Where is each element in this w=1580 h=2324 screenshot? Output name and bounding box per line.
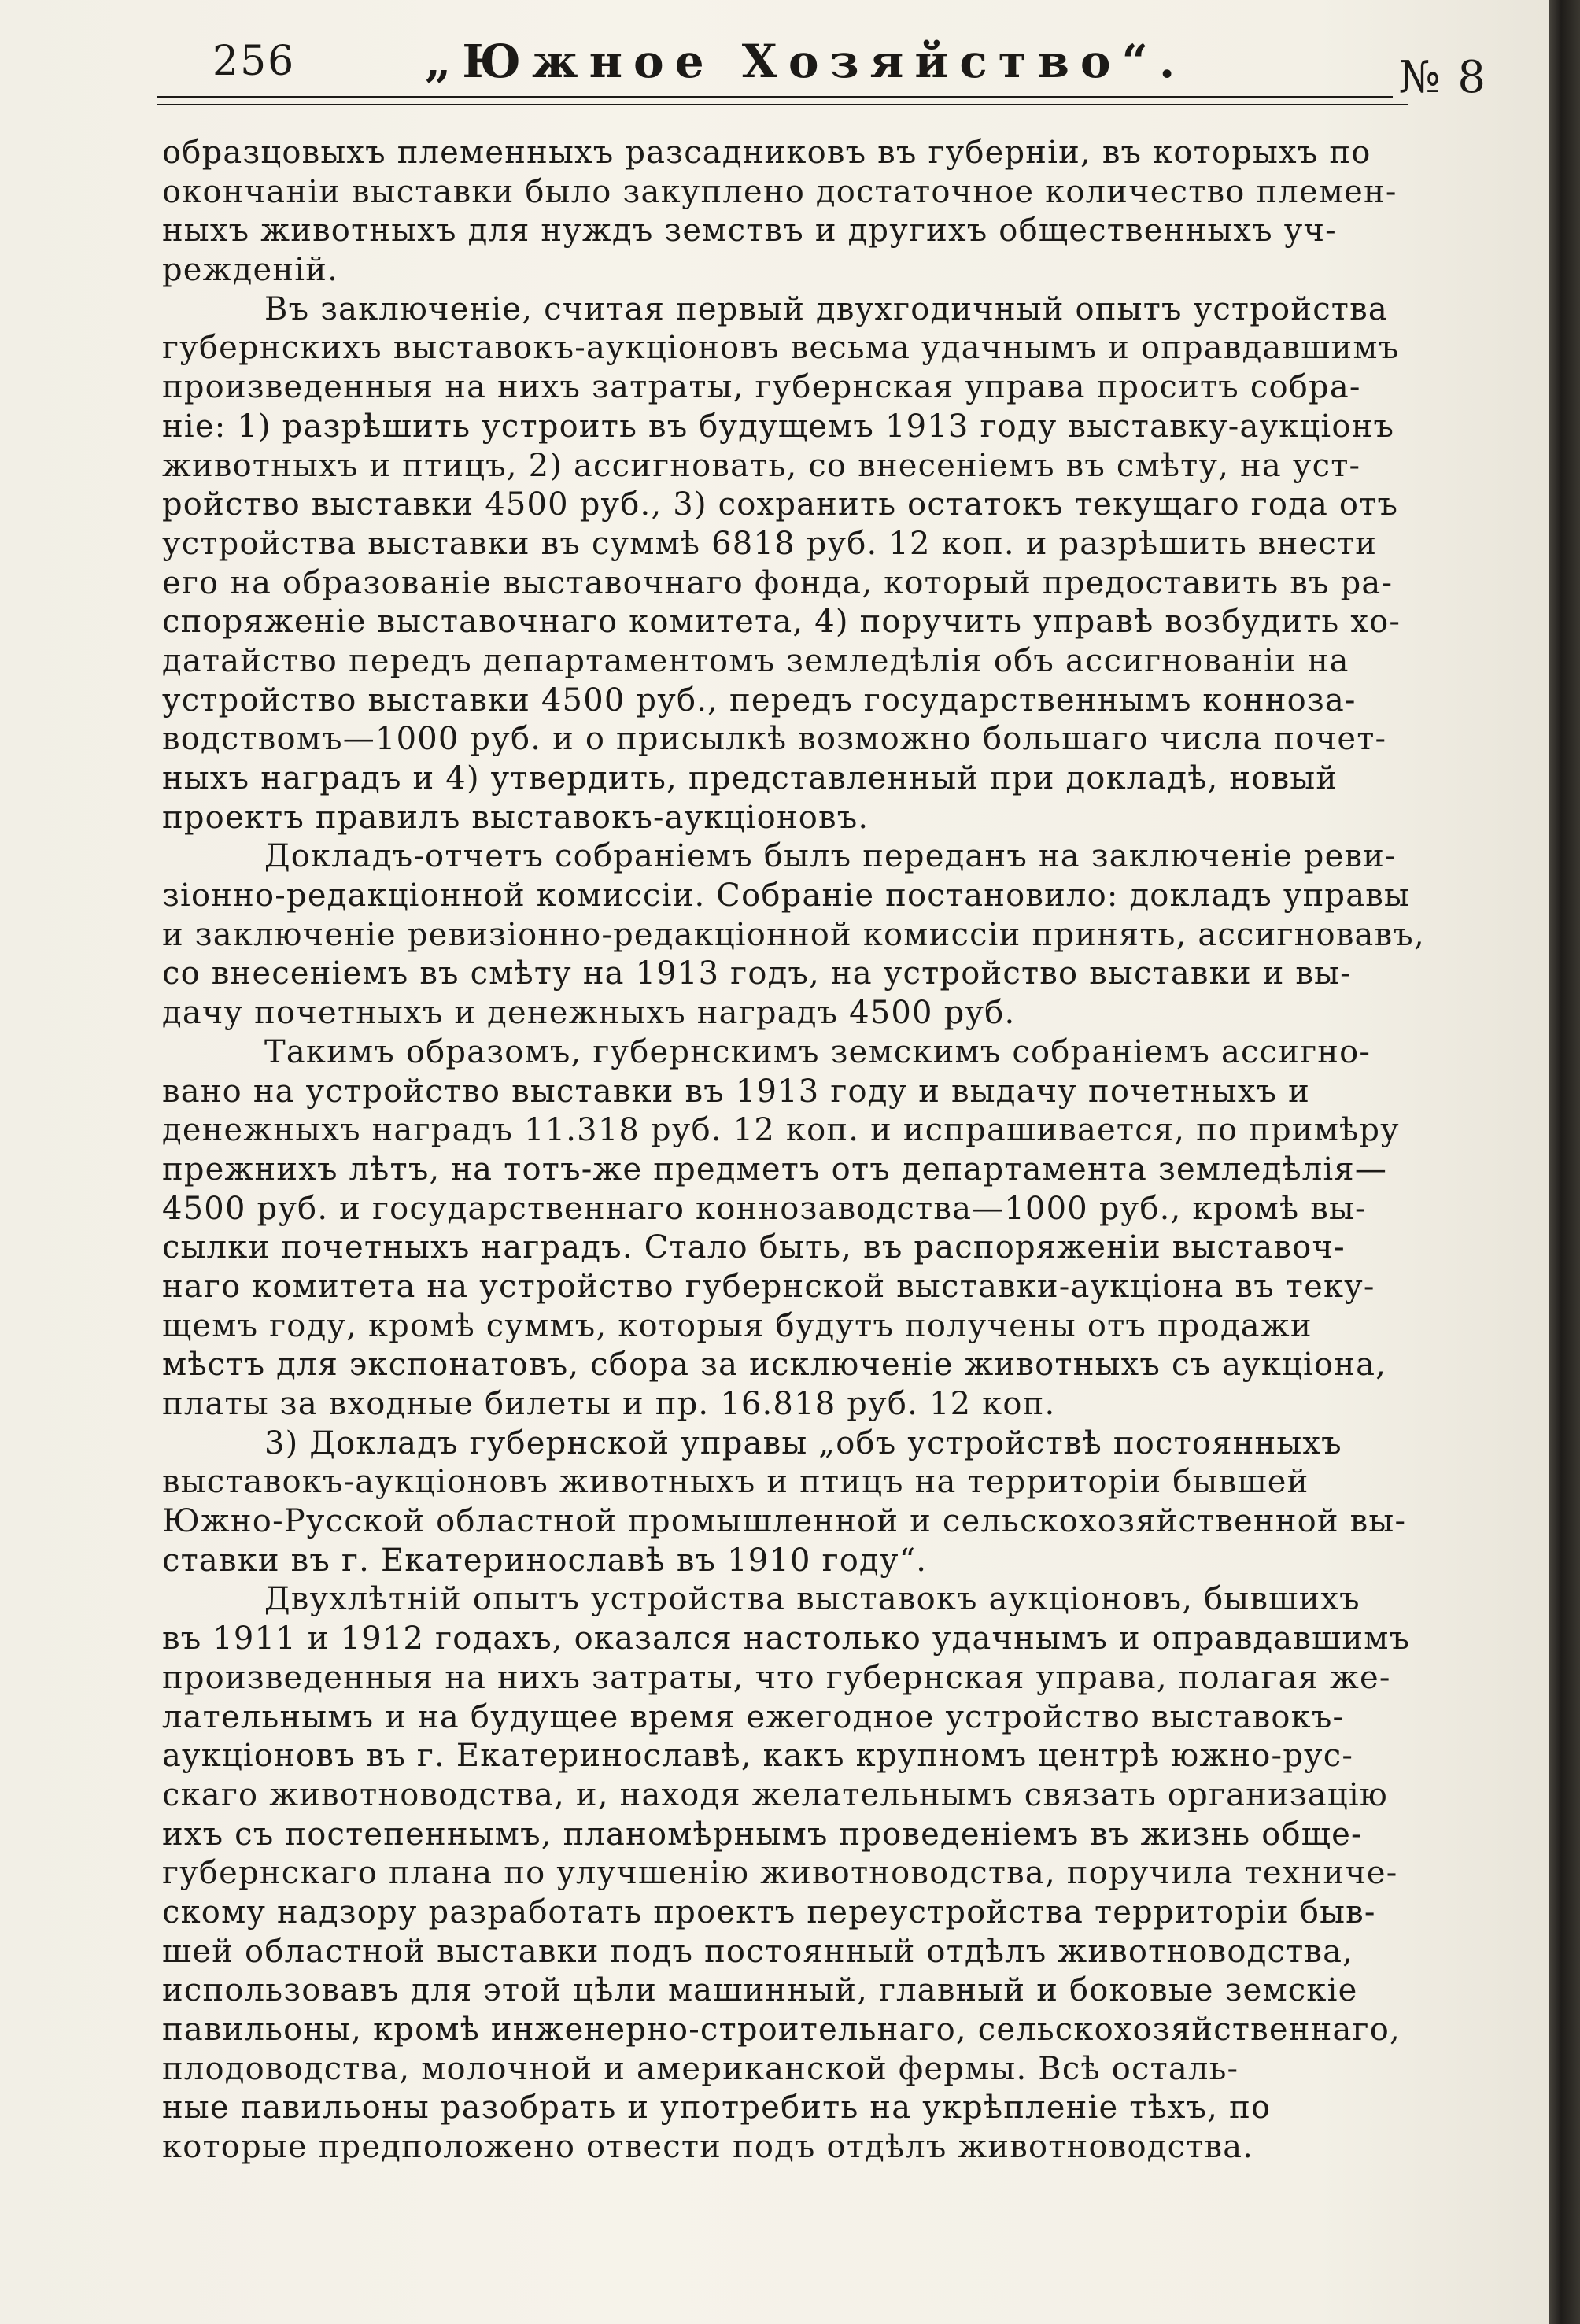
text-line: его на образованіе выставочнаго фонда, который предоставить въ ра- bbox=[162, 564, 1394, 601]
text-line: водствомъ—1000 руб. и о присылкѣ возможно большаго числа почет- bbox=[162, 721, 1387, 758]
text-line: прежнихъ лѣтъ, на тотъ-же предметъ отъ департамента земледѣлія— bbox=[162, 1151, 1388, 1188]
text-line: мѣстъ для экспонатовъ, сбора за исключеніе животныхъ съ аукціона, bbox=[162, 1347, 1387, 1384]
text-line: Докладъ-отчетъ собраніемъ былъ переданъ на заключеніе реви- bbox=[264, 838, 1397, 875]
header-rule-bottom bbox=[157, 104, 1408, 105]
text-line: платы за входные билеты и пр. 16.818 руб. 12 коп. bbox=[162, 1386, 1056, 1422]
book-spine-shadow bbox=[1549, 0, 1580, 2324]
text-line: животныхъ и птицъ, 2) ассигновать, со внесеніемъ въ смѣту, на уст- bbox=[162, 447, 1361, 484]
text-line: сылки почетныхъ наградъ. Стало быть, въ распоряженіи выставоч- bbox=[162, 1229, 1346, 1266]
text-line: 4500 руб. и государственнаго коннозаводства—1000 руб., кромѣ вы- bbox=[162, 1190, 1367, 1227]
text-line: скому надзору разработать проектъ переустройства территоріи быв- bbox=[162, 1894, 1376, 1931]
text-line: Такимъ образомъ, губернскимъ земскимъ собраніемъ ассигно- bbox=[264, 1033, 1371, 1070]
text-line: аукціоновъ въ г. Екатеринославѣ, какъ крупномъ центрѣ южно-рус- bbox=[162, 1738, 1354, 1775]
text-line: плодоводства, молочной и американской фермы. Всѣ осталь- bbox=[162, 2050, 1239, 2087]
text-line: ніе: 1) разрѣшить устроить въ будущемъ 1913 году выставку-аукціонъ bbox=[162, 408, 1395, 445]
text-line: произведенныя на нихъ затраты, что губернская управа, полагая же- bbox=[162, 1659, 1391, 1696]
text-line: шей областной выставки подъ постоянный отдѣлъ животноводства, bbox=[162, 1933, 1354, 1970]
text-line: скаго животноводства, и, находя желательнымъ связать организацію bbox=[162, 1776, 1388, 1813]
text-line: наго комитета на устройство губернской выставки-аукціона въ теку- bbox=[162, 1268, 1375, 1305]
text-line: образцовыхъ племенныхъ разсадниковъ въ губерніи, въ которыхъ по bbox=[162, 135, 1371, 171]
text-line: и заключеніе ревизіонно-редакціонной комиссіи принять, ассигновавъ, bbox=[162, 916, 1425, 953]
text-line: споряженіе выставочнаго комитета, 4) поручить управѣ возбудить хо- bbox=[162, 604, 1401, 641]
text-line: зіонно-редакціонной комиссіи. Собраніе постановило: докладъ управы bbox=[162, 878, 1411, 914]
text-line: лательнымъ и на будущее время ежегодное устройство выставокъ- bbox=[162, 1698, 1345, 1735]
text-line: окончаніи выставки было закуплено достаточное количество племен- bbox=[162, 173, 1397, 210]
running-header bbox=[157, 31, 1495, 102]
text-line: проектъ правилъ выставокъ-аукціоновъ. bbox=[162, 799, 869, 836]
text-line: ныхъ животныхъ для нуждъ земствъ и другихъ общественныхъ уч- bbox=[162, 212, 1337, 249]
text-line: въ 1911 и 1912 годахъ, оказался настолько удачнымъ и оправдавшимъ bbox=[162, 1620, 1411, 1657]
text-line: денежныхъ наградъ 11.318 руб. 12 коп. и испрашивается, по примѣру bbox=[162, 1112, 1400, 1149]
text-line: губернскаго плана по улучшенію животноводства, поручила техниче- bbox=[162, 1855, 1398, 1892]
text-line: датайство передъ департаментомъ земледѣлія объ ассигнованіи на bbox=[162, 642, 1349, 679]
text-line: вано на устройство выставки въ 1913 году и выдачу почетныхъ и bbox=[162, 1073, 1311, 1110]
text-line: Въ заключеніе, считая первый двухгодичный опытъ устройства bbox=[264, 290, 1388, 327]
text-line: режденій. bbox=[162, 252, 339, 289]
text-line: павильоны, кромѣ инженерно-строительнаго, сельскохозяйственнаго, bbox=[162, 2012, 1401, 2048]
text-line: Двухлѣтній опытъ устройства выставокъ аукціоновъ, бывшихъ bbox=[264, 1581, 1360, 1618]
page-number: 256 bbox=[212, 38, 296, 85]
text-line: использовавъ для этой цѣли машинный, главный и боковые земскіе bbox=[162, 1972, 1358, 2009]
text-line: ставки въ г. Екатеринославѣ въ 1910 году“. bbox=[162, 1542, 928, 1579]
text-line: устройство выставки 4500 руб., передъ государственнымъ конноза- bbox=[162, 682, 1357, 719]
journal-title: „Южное Хозяйство“. bbox=[425, 35, 1187, 88]
text-line: произведенныя на нихъ затраты, губернская управа проситъ собра- bbox=[162, 369, 1361, 406]
text-line: выставокъ-аукціоновъ животныхъ и птицъ на территоріи бывшей bbox=[162, 1464, 1309, 1501]
text-line: которые предположено отвести подъ отдѣлъ животноводства. bbox=[162, 2129, 1254, 2166]
issue-number: № 8 bbox=[1398, 52, 1487, 103]
text-line: 3) Докладъ губернской управы „объ устройствѣ постоянныхъ bbox=[264, 1424, 1342, 1461]
text-line: ихъ съ постепеннымъ, планомѣрнымъ проведеніемъ въ жизнь обще- bbox=[162, 1816, 1363, 1853]
text-line: ройство выставки 4500 руб., 3) сохранить остатокъ текущаго года отъ bbox=[162, 486, 1399, 523]
text-line: дачу почетныхъ и денежныхъ наградъ 4500 руб. bbox=[162, 995, 1016, 1032]
text-line: устройства выставки въ суммѣ 6818 руб. 12 коп. и разрѣшить внести bbox=[162, 525, 1378, 562]
text-line: ныхъ наградъ и 4) утвердить, представленный при докладѣ, новый bbox=[162, 760, 1338, 796]
text-line: ные павильоны разобрать и употребить на укрѣпленіе тѣхъ, по bbox=[162, 2089, 1272, 2126]
text-line: губернскихъ выставокъ-аукціоновъ весьма удачнымъ и оправдавшимъ bbox=[162, 330, 1400, 367]
article-text bbox=[162, 134, 1547, 2167]
text-line: Южно-Русской областной промышленной и сельскохозяйственной вы- bbox=[162, 1503, 1407, 1540]
text-line: щемъ году, кромѣ суммъ, которыя будутъ получены отъ продажи bbox=[162, 1307, 1312, 1344]
header-rule-top bbox=[157, 96, 1393, 98]
text-line: со внесеніемъ въ смѣту на 1913 годъ, на устройство выставки и вы- bbox=[162, 955, 1352, 992]
